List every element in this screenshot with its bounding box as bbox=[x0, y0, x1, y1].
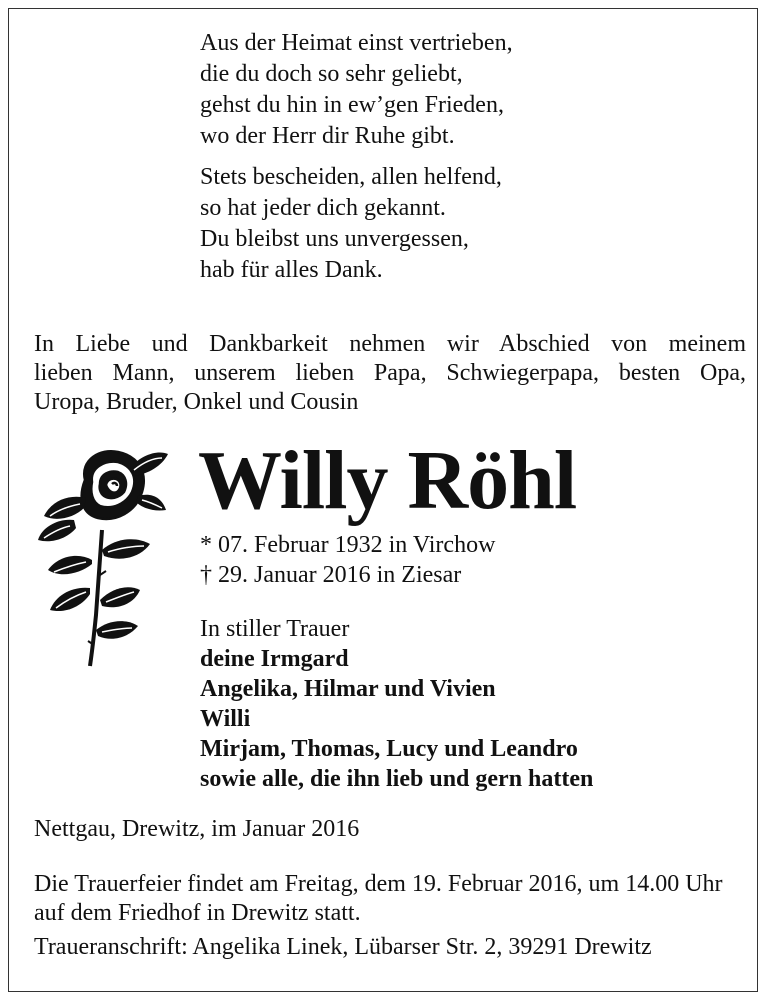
poem-line: Du bleibst uns unvergessen, bbox=[200, 226, 469, 252]
mourner-name: Willi bbox=[200, 706, 251, 732]
mourners-block bbox=[200, 614, 593, 794]
place-date: Nettgau, Drewitz, im Januar 2016 bbox=[34, 816, 360, 842]
mourning-address: Traueranschrift: Angelika Linek, Lübarser Str. 2, 39291 Drewitz bbox=[34, 934, 652, 960]
poem-line: gehst du hin in ew’gen Frieden, bbox=[200, 92, 504, 118]
ceremony-notice: Die Trauerfeier findet am Freitag, dem 19. Februar 2016, um 14.00 Uhr auf dem Friedhof in Drewitz statt. bbox=[34, 871, 723, 926]
intro-text bbox=[34, 330, 746, 417]
poem-line: wo der Herr dir Ruhe gibt. bbox=[200, 123, 455, 149]
mourner-name: Angelika, Hilmar und Vivien bbox=[200, 676, 496, 702]
poem-line: hab für alles Dank. bbox=[200, 257, 383, 283]
intro-line: lieben Mann, unserem lieben Papa, Schwiegerpapa, besten Opa, bbox=[34, 360, 746, 386]
poem-stanza-1 bbox=[200, 28, 513, 152]
life-dates bbox=[200, 530, 495, 590]
birth-date: * 07. Februar 1932 in Virchow bbox=[200, 532, 496, 558]
intro-line: In Liebe und Dankbarkeit nehmen wir Abschied von meinem bbox=[34, 331, 746, 357]
poem-stanza-2 bbox=[200, 162, 513, 286]
poem-line: Aus der Heimat einst vertrieben, bbox=[200, 30, 513, 56]
poem-line: die du doch so sehr geliebt, bbox=[200, 61, 463, 87]
mourner-name: Mirjam, Thomas, Lucy und Leandro bbox=[200, 736, 578, 762]
death-date: † 29. Januar 2016 in Ziesar bbox=[200, 562, 462, 588]
poem-line: Stets bescheiden, allen helfend, bbox=[200, 164, 502, 190]
mourner-name: deine Irmgard bbox=[200, 646, 349, 672]
intro-line: Uropa, Bruder, Onkel und Cousin bbox=[34, 389, 359, 415]
deceased-name: Willy Röhl bbox=[198, 434, 577, 527]
mourners-heading: In stiller Trauer bbox=[200, 616, 350, 642]
rose-icon bbox=[30, 440, 170, 670]
mourner-name: sowie alle, die ihn lieb und gern hatten bbox=[200, 766, 594, 792]
poem bbox=[200, 28, 513, 296]
poem-line: so hat jeder dich gekannt. bbox=[200, 195, 446, 221]
